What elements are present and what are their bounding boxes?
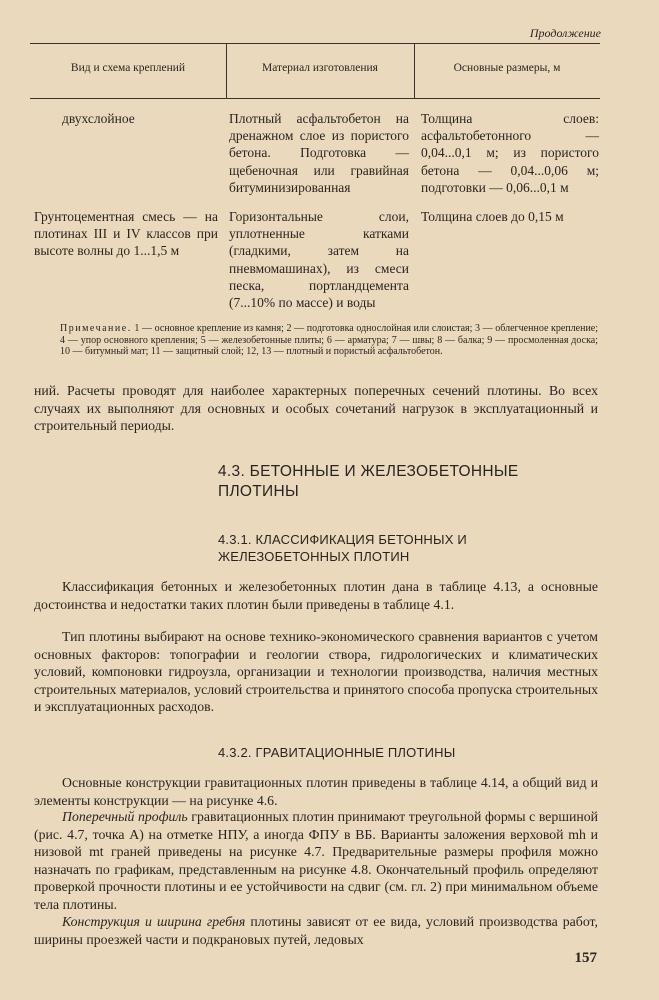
table-cell-dims: Толщина слоев: асфальтобетонного — 0,04...0,1 м; из пористого бетона — 0,04...0,06 м; подготовки — 0,06...0,1 м — [421, 111, 599, 195]
column-header: Вид и схема креплений — [70, 62, 186, 74]
term-italic: Конструкция и ширина гребня — [62, 914, 246, 929]
table-top-rule — [30, 43, 600, 44]
table-cell-type: двухслойное — [62, 111, 135, 126]
paragraph — [34, 808, 598, 914]
table-cell-material: Плотный асфальтобетон на дренажном слое из пористого бетона. Подготовка — щебеночная или гравийная битуминизированная — [229, 111, 409, 195]
paragraph: ний. Расчеты проводят для наиболее характерных поперечных сечений плотины. Во всех случаях их выполняют для основных и особых сочетаний нагрузок в эксплуатационный и строительный периоды. — [34, 383, 598, 434]
page-number: 157 — [574, 950, 597, 966]
paragraph — [34, 913, 598, 948]
column-header: Материал изготовления — [262, 62, 378, 74]
note-label: Примечание. — [60, 323, 132, 334]
paragraph: Основные конструкции гравитационных плотин приведены в таблице 4.14, а общий вид и элементы конструкции — на рисунке 4.6. — [34, 775, 598, 808]
subsection-title: 4.3.1. КЛАССИФИКАЦИЯ БЕТОННЫХ И ЖЕЛЕЗОБЕТОННЫХ ПЛОТИН — [218, 532, 467, 564]
subsection-title: 4.3.2. ГРАВИТАЦИОННЫЕ ПЛОТИНЫ — [218, 745, 456, 760]
table-cell-material: Горизонтальные слои, уплотненные катками (гладкими, затем на пневмомашинах), из смеси песка, портландцемента (7...10% по массе) и воды — [229, 209, 409, 311]
table-cell-dims: Толщина слоев до 0,15 м — [421, 209, 564, 224]
section-title: 4.3. БЕТОННЫЕ И ЖЕЛЕЗОБЕТОННЫЕ ПЛОТИНЫ — [218, 463, 519, 500]
term-italic: Поперечный профиль — [62, 809, 188, 824]
paragraph-text: гравитационных плотин принимают треугольной формы с вершиной (рис. 4.7, точка А) на отметке НПУ, а иногда ФПУ в ВБ. Варианты заложения верховой mh и низовой mt граней приведены на рисунке 4.7. Предварительные размеры профиля можно назначать по графикам, представленным на рисунке 4.8. Окончательный профиль определяют проверкой прочности плотины и ее устойчивости на сдвиг (см. гл. 2) при минимальном объеме тела плотины. — [34, 809, 598, 912]
continuation-label: Продолжение — [529, 26, 601, 40]
table-cell-type: Грунтоцементная смесь — на плотинах III и IV классов при высоте волны до 1...1,5 м — [34, 209, 218, 259]
paragraph: Классификация бетонных и железобетонных плотин дана в таблице 4.13, а основные достоинства и недостатки таких плотин были приведены в таблице 4.1. — [34, 579, 598, 612]
table-header-rule — [30, 98, 600, 99]
table-note — [60, 323, 598, 358]
paragraph: Тип плотины выбирают на основе технико-экономического сравнения вариантов с учетом основных факторов: топографии и геологии створа, гидрологических и климатических условий, компоновки гидроузла, организации и технологии производства, наличия местных строительных материалов, условий строительства и принятого способа пропуска строительных и эксплуатационных расходов. — [34, 629, 598, 715]
column-header: Основные размеры, м — [453, 62, 561, 74]
note-text: 1 — основное крепление из камня; 2 — подготовка однослойная или слоистая; 3 — облегченное крепление; 4 — упор основного крепления; 5 — железобетонные плиты; 6 — арматура; 7 — швы; 8 — балка; 9 — просмоленная доска; 10 — битумный мат; 11 — защитный слой; 12, 13 — плотный и пористый асфальтобетон. — [60, 323, 599, 358]
paragraph-text: плотины зависят от ее вида, условий производства работ, ширины проезжей части и подкрановых путей, ледовых — [34, 914, 598, 947]
